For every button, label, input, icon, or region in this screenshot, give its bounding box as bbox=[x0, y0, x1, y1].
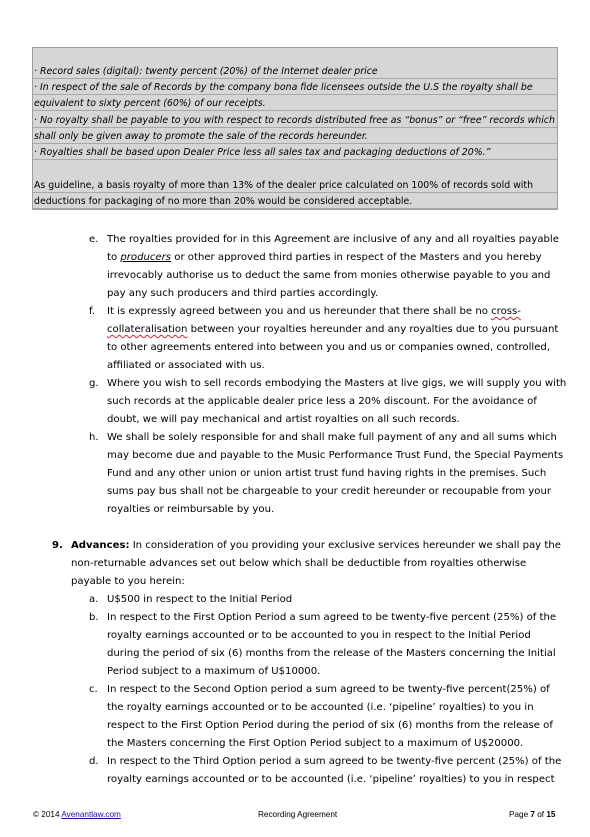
text-run: It is expressly agreed between you and us hereunder that there shall be no bbox=[107, 306, 492, 317]
section-9-line-3: payable to you herein: bbox=[71, 576, 185, 587]
producers-term: producers bbox=[120, 252, 172, 263]
footer-copyright bbox=[33, 810, 121, 819]
total-pages: 15 bbox=[546, 810, 556, 819]
clause-e-line-4: pay any such producers and third parties accordingly. bbox=[107, 288, 379, 299]
advance-b-line-3: during the period of six (6) months from the release of the Masters concerning the Initial bbox=[107, 648, 556, 659]
clause-marker: a. bbox=[89, 594, 99, 605]
text-run: In consideration of you providing your exclusive services hereunder we shall pay the bbox=[129, 540, 561, 551]
clause-g-line-2: such records at the applicable dealer price less a 20% discount. For the avoidance of bbox=[107, 396, 537, 407]
text-run: to bbox=[107, 252, 121, 263]
box-line-6: · Royalties shall be based upon Dealer Price less all sales tax and packaging deductions of 20%.” bbox=[33, 147, 557, 160]
spellcheck-word: collateralisation bbox=[107, 324, 188, 335]
clause-e-line-2 bbox=[107, 249, 542, 267]
website-link[interactable]: Avenantlaw.com bbox=[61, 810, 121, 819]
clause-g-line-1: Where you wish to sell records embodying the Masters at live gigs, we will supply you with bbox=[107, 378, 567, 389]
clause-h-line-4: sums pay bus shall not be chargeable to your credit hereunder or recoupable from your bbox=[107, 486, 552, 497]
clause-e-line-3: irrevocably authorise us to deduct the same from monies otherwise payable to you and bbox=[107, 270, 551, 281]
current-page: 7 bbox=[530, 810, 535, 819]
advance-c-line-1: In respect to the Second Option period a sum agreed to be twenty-five percent(25%) of bbox=[107, 684, 550, 695]
page-of: of bbox=[534, 810, 547, 819]
clause-marker: e. bbox=[89, 234, 99, 245]
box-line-5: shall only be given away to promote the sale of the records hereunder. bbox=[33, 131, 557, 144]
advance-a-line-1: U$500 in respect to the Initial Period bbox=[107, 594, 293, 605]
clause-h-line-2: may become due and payable to the Music Performance Trust Fund, the Special Payments bbox=[107, 450, 564, 461]
box-line-8: As guideline, a basis royalty of more than 13% of the dealer price calculated on 100% of records sold with bbox=[33, 180, 557, 193]
advance-b-line-4: Period subject to a maximum of U$10000. bbox=[107, 666, 321, 677]
footer-page-number bbox=[509, 810, 555, 819]
clause-marker: c. bbox=[89, 684, 98, 695]
clause-e-line-1: The royalties provided for in this Agreement are inclusive of any and all royalties payable bbox=[107, 234, 559, 245]
box-line-1: · Record sales (digital): twenty percent (20%) of the Internet dealer price bbox=[33, 66, 557, 79]
text-run: or other approved third parties in respect of the Masters and you hereby bbox=[171, 252, 542, 263]
box-line-2: · In respect of the sale of Records by the company bona fide licensees outside the U.S the royalty shall be bbox=[33, 82, 557, 95]
section-number: 9. bbox=[52, 540, 63, 551]
clause-marker: g. bbox=[89, 378, 99, 389]
clause-marker: b. bbox=[89, 612, 99, 623]
advance-d-line-2: royalty earnings accounted or to be accounted (i.e. ‘pipeline’ royalties) to you in respect bbox=[107, 774, 555, 785]
clause-f-line-3: to other agreements entered into between you and us or companies owned, controlled, bbox=[107, 342, 551, 353]
spellcheck-word: cross- bbox=[491, 306, 521, 317]
advance-c-line-3: respect to the First Option Period during the period of six (6) months from the release of bbox=[107, 720, 553, 731]
section-heading: Advances: bbox=[71, 540, 130, 551]
text-run: between your royalties hereunder and any royalties due to you pursuant bbox=[187, 324, 559, 335]
box-line-3: equivalent to sixty percent (60%) of our receipts. bbox=[33, 98, 557, 111]
advance-d-line-1: In respect to the Third Option period a sum agreed to be twenty-five percent (25%) of the bbox=[107, 756, 562, 767]
advance-c-line-4: the Masters concerning the First Option Period subject to a maximum of U$20000. bbox=[107, 738, 524, 749]
copyright-text: © 2014 bbox=[33, 810, 62, 819]
box-line-9: deductions for packaging of no more than 20% would be considered acceptable. bbox=[33, 196, 557, 209]
footer-doc-title: Recording Agreement bbox=[258, 810, 338, 819]
page-label: Page bbox=[509, 810, 531, 819]
clause-h-line-5: royalties or reimbursable by you. bbox=[107, 504, 275, 515]
advance-b-line-2: royalty earnings accounted or to be accounted to you in respect to the Initial Period bbox=[107, 630, 531, 641]
clause-marker: h. bbox=[89, 432, 99, 443]
section-9-line-1 bbox=[71, 537, 561, 555]
clause-marker: f. bbox=[89, 306, 96, 317]
clause-h-line-1: We shall be solely responsible for and shall make full payment of any and all sums which bbox=[107, 432, 557, 443]
advance-c-line-2: the royalty earnings accounted or to be accounted (i.e. ‘pipeline’ royalties) to you in bbox=[107, 702, 534, 713]
advance-b-line-1: In respect to the First Option Period a sum agreed to be twenty-five percent (25%) of the bbox=[107, 612, 557, 623]
clause-g-line-3: doubt, we will pay mechanical and artist royalties on all such records. bbox=[107, 414, 460, 425]
clause-f-line-4: affiliated or associated with us. bbox=[107, 360, 265, 371]
clause-marker: d. bbox=[89, 756, 99, 767]
section-9-line-2: non-returnable advances set out below which shall be deductible from royalties otherwise bbox=[71, 558, 527, 569]
clause-f-line-1 bbox=[107, 303, 521, 321]
box-line-4: · No royalty shall be payable to you with respect to records distributed free as “bonus” or “free” records which bbox=[33, 115, 557, 128]
clause-h-line-3: Fund and any other union or union artist trust fund having rights in the premises. Such bbox=[107, 468, 547, 479]
clause-f-line-2 bbox=[107, 321, 558, 339]
